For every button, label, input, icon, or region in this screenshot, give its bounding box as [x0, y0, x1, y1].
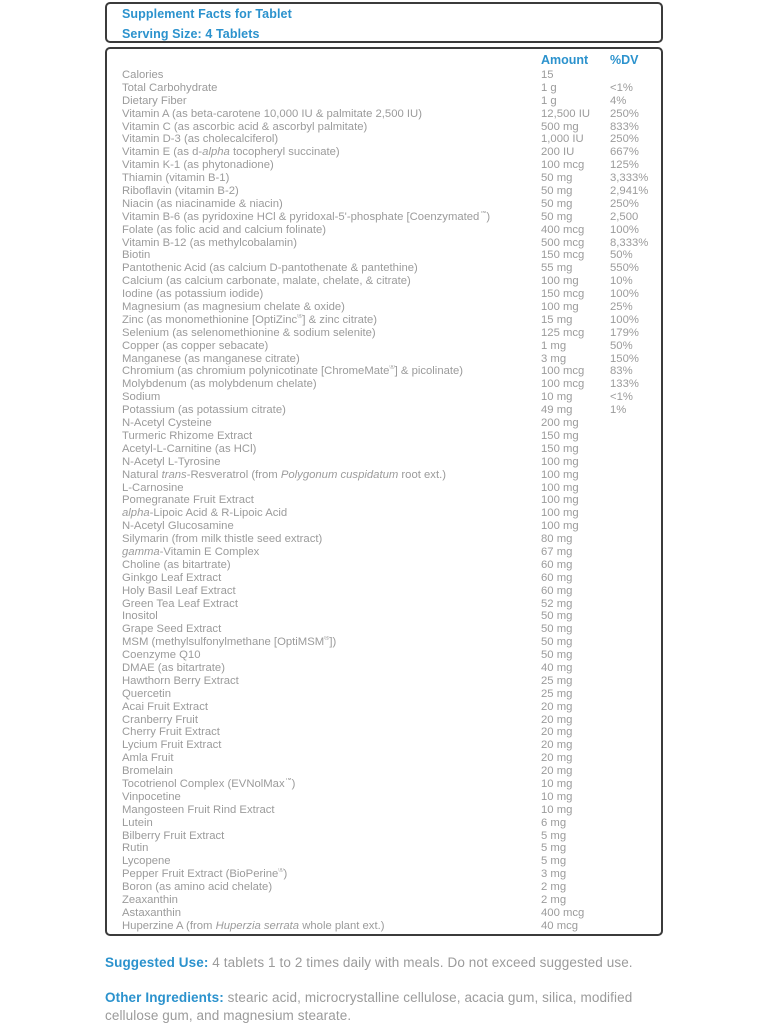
ingredient-name: Green Tea Leaf Extract: [122, 597, 238, 610]
ingredient-amount: 100 mg: [541, 468, 579, 481]
ingredient-amount: 60 mg: [541, 571, 573, 584]
ingredient-name: Coenzyme Q10: [122, 649, 201, 662]
ingredient-name: Pantothenic Acid (as calcium D-pantothenate & pantethine): [122, 262, 418, 275]
ingredient-amount: 400 mcg: [541, 906, 585, 919]
facts-rows: [107, 69, 661, 933]
ingredient-name: Zeaxanthin: [122, 894, 178, 906]
ingredient-dv: [610, 817, 661, 830]
ingredient-name: Dietary Fiber: [122, 94, 187, 107]
ingredient-amount: 10 mg: [541, 790, 573, 803]
ingredient-name: Huperzine A (from Huperzia serrata whole plant ext.): [122, 919, 385, 932]
ingredient-name: Molybdenum (as molybdenum chelate): [122, 378, 317, 391]
ingredient-name: Natural trans-Resveratrol (from Polygonum cuspidatum root ext.): [122, 468, 446, 481]
table-row: [107, 855, 661, 868]
table-row: [107, 353, 661, 366]
table-row: [107, 198, 661, 211]
ingredient-amount: 50 mg: [541, 636, 573, 649]
ingredient-dv: [610, 520, 661, 533]
ingredient-name: Lycopene: [122, 855, 171, 868]
ingredient-amount: 50 mg: [541, 197, 573, 210]
ingredient-name: Sodium: [122, 391, 161, 404]
ingredient-amount: 40 mg: [541, 661, 573, 674]
ingredient-amount: 100 mg: [541, 520, 579, 533]
ingredient-name: Cherry Fruit Extract: [122, 726, 220, 739]
table-row: [107, 649, 661, 662]
ingredient-amount: 20 mg: [541, 752, 573, 765]
ingredient-dv: [610, 494, 661, 507]
other-ingredients: [105, 989, 677, 1025]
ingredient-dv: [610, 739, 661, 752]
ingredient-amount: 200 IU: [541, 146, 575, 159]
table-row: [107, 262, 661, 275]
ingredient-name: Niacin (as niacinamide & niacin): [122, 197, 283, 210]
ingredient-dv: 133%: [610, 378, 639, 391]
column-header-dv: %DV: [610, 53, 639, 67]
table-row: [107, 546, 661, 559]
supplement-facts-header-box: [105, 2, 663, 43]
table-row: [107, 237, 661, 250]
table-row: [107, 636, 661, 649]
table-row: [107, 752, 661, 765]
ingredient-amount: 500 mcg: [541, 236, 585, 249]
ingredient-amount: 6 mg: [541, 816, 567, 829]
ingredient-name: Calcium (as calcium carbonate, malate, chelate, & citrate): [122, 275, 411, 288]
table-row: [107, 69, 661, 82]
ingredient-dv: 150%: [610, 352, 639, 365]
ingredient-name: Magnesium (as magnesium chelate & oxide): [122, 301, 345, 314]
ingredient-amount: 50 mg: [541, 649, 573, 662]
ingredient-dv: 250%: [610, 133, 639, 146]
ingredient-amount: 12,500 IU: [541, 107, 590, 120]
ingredient-name: Selenium (as selenomethionine & sodium selenite): [122, 326, 376, 339]
table-row: [107, 121, 661, 134]
ingredient-name: Vitamin B-12 (as methylcobalamin): [122, 236, 297, 249]
ingredient-amount: 100 mg: [541, 455, 579, 468]
ingredient-dv: [610, 598, 661, 611]
ingredient-name: Iodine (as potassium iodide): [122, 288, 264, 301]
other-ingredients-text: stearic acid, microcrystalline cellulose, acacia gum, silica, modified cellulose gum, and magnesium stearate.: [105, 990, 633, 1023]
ingredient-amount: 25 mg: [541, 674, 573, 687]
ingredient-amount: 10 mg: [541, 777, 573, 790]
ingredient-dv: 8,333%: [610, 236, 649, 249]
ingredient-name: Cranberry Fruit: [122, 713, 198, 726]
ingredient-amount: 20 mg: [541, 700, 573, 713]
other-ingredients-label: Other Ingredients:: [105, 990, 224, 1005]
table-row: [107, 146, 661, 159]
table-row: [107, 404, 661, 417]
ingredient-dv: [610, 765, 661, 778]
ingredient-dv: 50%: [610, 249, 633, 262]
ingredient-dv: [610, 842, 661, 855]
table-row: [107, 572, 661, 585]
ingredient-name: Vitamin K-1 (as phytonadione): [122, 159, 274, 172]
ingredient-amount: 200 mg: [541, 417, 579, 430]
ingredient-amount: 50 mg: [541, 210, 573, 223]
ingredient-dv: [610, 443, 661, 456]
ingredient-name: Copper (as copper sebacate): [122, 339, 269, 352]
ingredient-amount: 20 mg: [541, 765, 573, 778]
ingredient-amount: 400 mcg: [541, 223, 585, 236]
ingredient-dv: [610, 675, 661, 688]
ingredient-name: Ginkgo Leaf Extract: [122, 571, 222, 584]
table-row: [107, 82, 661, 95]
ingredient-name: Vitamin E (as d-alpha tocopheryl succinate): [122, 146, 340, 159]
ingredient-dv: <1%: [610, 391, 633, 404]
table-row: [107, 894, 661, 907]
ingredient-amount: 2 mg: [541, 894, 567, 906]
table-row: [107, 378, 661, 391]
table-row: [107, 249, 661, 262]
ingredient-amount: 3 mg: [541, 868, 567, 881]
ingredient-dv: [610, 830, 661, 843]
table-row: [107, 520, 661, 533]
ingredient-dv: [610, 907, 661, 920]
table-row: [107, 714, 661, 727]
ingredient-name: N-Acetyl L-Tyrosine: [122, 455, 221, 468]
ingredient-dv: [610, 701, 661, 714]
ingredient-name: Riboflavin (vitamin B-2): [122, 185, 239, 198]
ingredient-amount: 2 mg: [541, 881, 567, 894]
ingredient-name: gamma-Vitamin E Complex: [122, 545, 260, 558]
ingredient-amount: 20 mg: [541, 739, 573, 752]
ingredient-name: Astaxanthin: [122, 906, 182, 919]
ingredient-dv: [610, 533, 661, 546]
ingredient-amount: 1 mg: [541, 339, 567, 352]
table-row: [107, 804, 661, 817]
table-row: [107, 185, 661, 198]
ingredient-name: Biotin: [122, 249, 151, 262]
table-row: [107, 533, 661, 546]
ingredient-dv: [610, 804, 661, 817]
ingredient-dv: [610, 636, 661, 649]
table-row: [107, 211, 661, 224]
ingredient-dv: 2,941%: [610, 185, 649, 198]
table-row: [107, 469, 661, 482]
ingredient-dv: [610, 688, 661, 701]
ingredient-amount: 55 mg: [541, 262, 573, 275]
ingredient-dv: [610, 623, 661, 636]
ingredient-name: Bromelain: [122, 765, 173, 778]
ingredient-amount: 10 mg: [541, 391, 573, 404]
ingredient-dv: [610, 456, 661, 469]
ingredient-dv: 50%: [610, 339, 633, 352]
ingredient-name: Inositol: [122, 610, 158, 623]
ingredient-amount: 20 mg: [541, 713, 573, 726]
ingredient-name: Calories: [122, 69, 164, 81]
ingredient-name: Zinc (as monomethionine [OptiZinc®] & zinc citrate): [122, 313, 378, 326]
ingredient-amount: 50 mg: [541, 623, 573, 636]
ingredient-amount: 15: [541, 69, 554, 81]
table-row: [107, 920, 661, 933]
ingredient-amount: 150 mg: [541, 442, 579, 455]
table-row: [107, 340, 661, 353]
ingredient-dv: 100%: [610, 288, 639, 301]
table-row: [107, 765, 661, 778]
ingredient-amount: 15 mg: [541, 313, 573, 326]
ingredient-name: Potassium (as potassium citrate): [122, 404, 286, 417]
ingredient-name: Total Carbohydrate: [122, 81, 218, 94]
ingredient-amount: 50 mg: [541, 185, 573, 198]
table-row: [107, 739, 661, 752]
ingredient-dv: [610, 417, 661, 430]
ingredient-name: Pepper Fruit Extract (BioPerine®): [122, 868, 288, 881]
ingredient-dv: [610, 920, 661, 933]
ingredient-dv: [610, 610, 661, 623]
ingredient-dv: 1%: [610, 404, 627, 417]
ingredient-name: Holy Basil Leaf Extract: [122, 584, 236, 597]
ingredient-name: Chromium (as chromium polynicotinate [ChromeMate®] & picolinate): [122, 365, 464, 378]
ingredient-amount: 150 mcg: [541, 249, 585, 262]
ingredient-amount: 150 mcg: [541, 288, 585, 301]
table-row: [107, 430, 661, 443]
ingredient-dv: 667%: [610, 146, 639, 159]
ingredient-dv: [610, 546, 661, 559]
ingredient-name: N-Acetyl Cysteine: [122, 417, 212, 430]
column-header-amount: Amount: [541, 53, 589, 67]
ingredient-name: Vitamin D-3 (as cholecalciferol): [122, 133, 279, 146]
ingredient-amount: 60 mg: [541, 558, 573, 571]
ingredient-dv: [610, 714, 661, 727]
ingredient-dv: [610, 868, 661, 881]
ingredient-amount: 40 mcg: [541, 919, 579, 932]
ingredient-dv: [610, 585, 661, 598]
ingredient-dv: [610, 778, 661, 791]
ingredient-name: Amla Fruit: [122, 752, 174, 765]
ingredient-amount: 100 mg: [541, 507, 579, 520]
ingredient-amount: 1,000 IU: [541, 133, 584, 146]
ingredient-name: DMAE (as bitartrate): [122, 661, 225, 674]
ingredient-dv: [610, 572, 661, 585]
table-row: [107, 314, 661, 327]
ingredient-name: Boron (as amino acid chelate): [122, 881, 273, 894]
ingredient-amount: 5 mg: [541, 829, 567, 842]
ingredient-dv: <1%: [610, 81, 633, 94]
table-row: [107, 494, 661, 507]
ingredient-amount: 1 g: [541, 81, 557, 94]
ingredient-amount: 67 mg: [541, 545, 573, 558]
ingredient-amount: 100 mcg: [541, 378, 585, 391]
ingredient-dv: 2,500: [610, 210, 639, 223]
ingredient-name: Thiamin (vitamin B-1): [122, 172, 230, 185]
table-row: [107, 598, 661, 611]
ingredient-dv: [610, 881, 661, 894]
ingredient-dv: 550%: [610, 262, 639, 275]
ingredient-amount: 5 mg: [541, 842, 567, 855]
table-row: [107, 95, 661, 108]
ingredient-amount: 100 mg: [541, 275, 579, 288]
ingredient-dv: 83%: [610, 365, 633, 378]
table-row: [107, 791, 661, 804]
ingredient-name: N-Acetyl Glucosamine: [122, 520, 234, 533]
ingredient-name: Manganese (as manganese citrate): [122, 352, 300, 365]
supplement-facts-table: [105, 47, 663, 936]
ingredient-dv: 125%: [610, 159, 639, 172]
table-row: [107, 830, 661, 843]
ingredient-amount: 150 mg: [541, 429, 579, 442]
table-row: [107, 778, 661, 791]
table-row: [107, 688, 661, 701]
ingredient-dv: 250%: [610, 107, 639, 120]
ingredient-name: Acetyl-L-Carnitine (as HCl): [122, 442, 257, 455]
ingredient-dv: [610, 559, 661, 572]
table-row: [107, 456, 661, 469]
ingredient-dv: [610, 791, 661, 804]
table-row: [107, 726, 661, 739]
table-row: [107, 610, 661, 623]
table-row: [107, 224, 661, 237]
ingredient-name: Vinpocetine: [122, 790, 181, 803]
table-row: [107, 482, 661, 495]
table-row: [107, 675, 661, 688]
table-row: [107, 275, 661, 288]
table-row: [107, 559, 661, 572]
ingredient-amount: 5 mg: [541, 855, 567, 868]
table-row: [107, 108, 661, 121]
ingredient-name: Silymarin (from milk thistle seed extract): [122, 533, 323, 546]
ingredient-name: Quercetin: [122, 687, 171, 700]
ingredient-dv: 250%: [610, 197, 639, 210]
ingredient-name: Folate (as folic acid and calcium folinate): [122, 223, 327, 236]
ingredient-dv: [610, 430, 661, 443]
table-row: [107, 662, 661, 675]
ingredient-name: Vitamin C (as ascorbic acid & ascorbyl palmitate): [122, 120, 368, 133]
ingredient-amount: 1 g: [541, 94, 557, 107]
suggested-use-text: 4 tablets 1 to 2 times daily with meals. Do not exceed suggested use.: [208, 955, 633, 970]
ingredient-dv: 25%: [610, 301, 633, 314]
table-row: [107, 288, 661, 301]
ingredient-name: Acai Fruit Extract: [122, 700, 209, 713]
ingredient-amount: 60 mg: [541, 584, 573, 597]
ingredient-name: Bilberry Fruit Extract: [122, 829, 225, 842]
ingredient-name: MSM (methylsulfonylmethane [OptiMSM®]): [122, 636, 337, 649]
ingredient-amount: 100 mg: [541, 494, 579, 507]
table-row: [107, 365, 661, 378]
ingredient-amount: 125 mcg: [541, 326, 585, 339]
ingredient-dv: [610, 469, 661, 482]
ingredient-amount: 500 mg: [541, 120, 579, 133]
ingredient-name: Rutin: [122, 842, 149, 855]
table-row: [107, 301, 661, 314]
ingredient-name: L-Carnosine: [122, 481, 184, 494]
ingredient-amount: 10 mg: [541, 803, 573, 816]
ingredient-amount: 80 mg: [541, 533, 573, 546]
table-row: [107, 159, 661, 172]
ingredient-dv: [610, 855, 661, 868]
ingredient-dv: 833%: [610, 120, 639, 133]
ingredient-amount: 50 mg: [541, 172, 573, 185]
ingredient-amount: 100 mcg: [541, 159, 585, 172]
ingredient-amount: 3 mg: [541, 352, 567, 365]
table-row: [107, 391, 661, 404]
ingredient-dv: [610, 662, 661, 675]
table-row: [107, 842, 661, 855]
table-row: [107, 327, 661, 340]
ingredient-name: Turmeric Rhizome Extract: [122, 429, 253, 442]
ingredient-name: Lycium Fruit Extract: [122, 739, 222, 752]
table-row: [107, 507, 661, 520]
suggested-use: [105, 954, 677, 972]
ingredient-name: Tocotrienol Complex (EVNolMax™): [122, 777, 296, 790]
ingredient-name: Vitamin A (as beta-carotene 10,000 IU & palmitate 2,500 IU): [122, 107, 422, 120]
supplement-facts-title: Supplement Facts for Tablet: [122, 7, 292, 21]
ingredient-name: Lutein: [122, 816, 153, 829]
table-row: [107, 585, 661, 598]
ingredient-amount: 49 mg: [541, 404, 573, 417]
ingredient-amount: 20 mg: [541, 726, 573, 739]
ingredient-name: Hawthorn Berry Extract: [122, 674, 239, 687]
ingredient-name: Choline (as bitartrate): [122, 558, 231, 571]
table-row: [107, 907, 661, 920]
table-row: [107, 443, 661, 456]
table-row: [107, 868, 661, 881]
table-row: [107, 881, 661, 894]
table-row: [107, 417, 661, 430]
ingredient-amount: 52 mg: [541, 597, 573, 610]
ingredient-dv: [610, 482, 661, 495]
ingredient-amount: 25 mg: [541, 687, 573, 700]
ingredient-amount: 100 mg: [541, 481, 579, 494]
ingredient-name: Grape Seed Extract: [122, 623, 222, 636]
table-row: [107, 172, 661, 185]
ingredient-dv: 10%: [610, 275, 633, 288]
table-row: [107, 133, 661, 146]
ingredient-dv: [610, 649, 661, 662]
ingredient-dv: 100%: [610, 313, 639, 326]
ingredient-dv: 3,333%: [610, 172, 649, 185]
ingredient-dv: [610, 69, 661, 82]
ingredient-name: Vitamin B-6 (as pyridoxine HCl & pyridoxal-5'-phosphate [Coenzymated™): [122, 210, 491, 223]
ingredient-name: alpha-Lipoic Acid & R-Lipoic Acid: [122, 507, 288, 520]
ingredient-dv: [610, 726, 661, 739]
table-row: [107, 701, 661, 714]
ingredient-amount: 50 mg: [541, 610, 573, 623]
ingredient-amount: 100 mcg: [541, 365, 585, 378]
suggested-use-label: Suggested Use:: [105, 955, 209, 970]
serving-size: Serving Size: 4 Tablets: [122, 27, 260, 41]
ingredient-dv: [610, 752, 661, 765]
ingredient-dv: [610, 894, 661, 907]
ingredient-amount: 100 mg: [541, 301, 579, 314]
ingredient-dv: 4%: [610, 94, 627, 107]
ingredient-name: Pomegranate Fruit Extract: [122, 494, 254, 507]
table-row: [107, 623, 661, 636]
table-row: [107, 817, 661, 830]
ingredient-dv: 100%: [610, 223, 639, 236]
ingredient-dv: 179%: [610, 326, 639, 339]
ingredient-name: Mangosteen Fruit Rind Extract: [122, 803, 275, 816]
ingredient-dv: [610, 507, 661, 520]
